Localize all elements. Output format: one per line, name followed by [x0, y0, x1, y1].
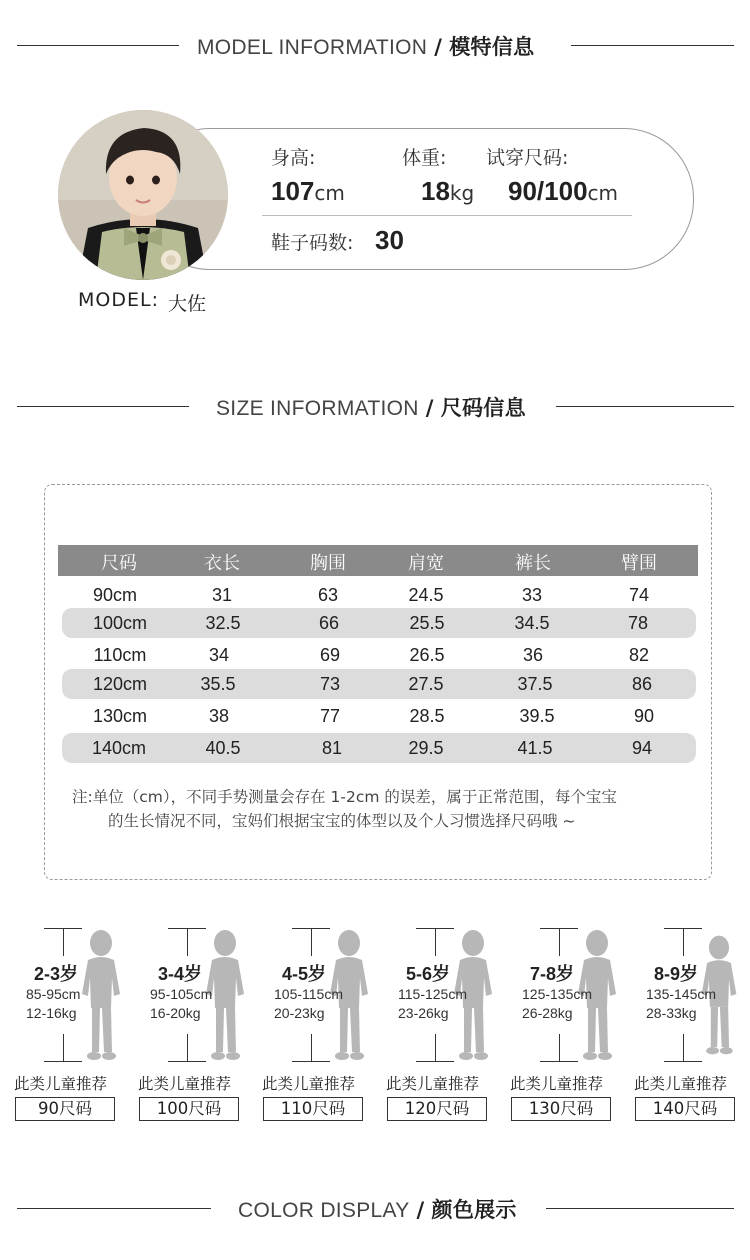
header-line-right — [546, 1208, 734, 1209]
age-card-bottom-line — [540, 1061, 578, 1062]
table-cell: 38 — [208, 706, 230, 726]
table-cell: 77 — [319, 706, 341, 726]
title-en: COLOR DISPLAY — [238, 1199, 410, 1222]
model-avatar — [58, 110, 228, 280]
table-cell: 140cm — [91, 738, 147, 758]
recommend-label: 此类儿童推荐 — [138, 1075, 232, 1093]
table-cell: 90cm — [92, 585, 138, 605]
height-label: 身高: — [271, 147, 316, 169]
header-line-left — [17, 1208, 211, 1209]
recommend-label: 此类儿童推荐 — [14, 1075, 108, 1093]
section-title-size — [216, 392, 526, 422]
try-size-value: 90/100 — [508, 176, 588, 206]
shoe-size-value: 30 — [375, 225, 404, 255]
table-cell: 33 — [521, 585, 543, 605]
table-cell: 86 — [631, 674, 653, 694]
recommended-size: 130尺码 — [511, 1097, 611, 1121]
table-cell: 94 — [631, 738, 653, 758]
table-cell: 66 — [318, 613, 340, 633]
child-silhouette-icon — [78, 928, 124, 1062]
age-card — [262, 928, 382, 1128]
weight-range: 20-23kg — [274, 1005, 325, 1021]
age-range: 5-6岁 — [406, 964, 451, 984]
table-cell: 73 — [319, 674, 341, 694]
recommend-label: 此类儿童推荐 — [634, 1075, 728, 1093]
age-card-connector — [63, 1034, 64, 1061]
table-cell: 81 — [321, 738, 343, 758]
table-cell: 27.5 — [408, 674, 444, 694]
weight-value: 18 — [421, 176, 450, 206]
age-card-connector — [435, 928, 436, 956]
height-range: 95-105cm — [150, 986, 213, 1002]
title-sep: / — [434, 35, 443, 59]
header-arm: 臂围 — [621, 553, 657, 574]
recommended-size: 90尺码 — [15, 1097, 115, 1121]
table-cell: 130cm — [92, 706, 148, 726]
age-range: 4-5岁 — [282, 964, 327, 984]
height-value-group — [271, 176, 345, 207]
try-size-label: 试穿尺码: — [486, 147, 569, 169]
header-length: 衣长 — [204, 553, 240, 574]
recommended-size: 120尺码 — [387, 1097, 487, 1121]
header-size: 尺码 — [101, 553, 137, 574]
size-table-header — [58, 545, 698, 576]
header-line-left — [17, 45, 179, 46]
section-title-model — [197, 31, 534, 61]
age-card-connector — [559, 928, 560, 956]
title-en: SIZE INFORMATION — [216, 397, 419, 420]
table-cell: 31 — [211, 585, 233, 605]
model-name-value: 大佐 — [168, 293, 207, 315]
header-shoulder: 肩宽 — [408, 553, 444, 574]
table-cell: 63 — [317, 585, 339, 605]
weight-range: 28-33kg — [646, 1005, 697, 1021]
recommend-label: 此类儿童推荐 — [386, 1075, 480, 1093]
table-cell: 25.5 — [409, 613, 445, 633]
age-card-bottom-line — [292, 1061, 330, 1062]
header-line-right — [556, 406, 734, 407]
weight-range: 26-28kg — [522, 1005, 573, 1021]
age-card — [634, 928, 750, 1128]
age-card-connector — [559, 1034, 560, 1061]
age-card-connector — [187, 928, 188, 956]
weight-range: 12-16kg — [26, 1005, 77, 1021]
age-card-bottom-line — [664, 1061, 702, 1062]
title-sep: / — [416, 1198, 425, 1222]
table-row — [62, 733, 696, 763]
size-note-line2: 的生长情况不同，宝妈们根据宝宝的体型以及个人习惯选择尺码哦 ~ — [108, 812, 576, 830]
table-row — [62, 640, 696, 670]
age-card-connector — [63, 928, 64, 956]
age-card-connector — [683, 928, 684, 956]
table-cell: 24.5 — [408, 585, 444, 605]
recommend-label: 此类儿童推荐 — [262, 1075, 356, 1093]
weight-range: 23-26kg — [398, 1005, 449, 1021]
table-cell: 100cm — [92, 613, 148, 633]
age-card-connector — [311, 928, 312, 956]
title-zh: 模特信息 — [449, 35, 535, 59]
table-cell: 34 — [208, 645, 230, 665]
table-row — [62, 669, 696, 699]
height-range: 125-135cm — [522, 986, 593, 1002]
size-note-line1: 注:单位（cm），不同手势测量会存在 1-2cm 的误差，属于正常范围，每个宝宝 — [72, 788, 617, 806]
model-name-label: MODEL: — [78, 289, 159, 311]
weight-range: 16-20kg — [150, 1005, 201, 1021]
weight-unit: kg — [449, 181, 475, 205]
table-cell: 69 — [319, 645, 341, 665]
height-range: 135-145cm — [646, 986, 717, 1002]
table-cell: 41.5 — [517, 738, 553, 758]
title-en: MODEL INFORMATION — [197, 36, 428, 59]
recommended-size: 140尺码 — [635, 1097, 735, 1121]
title-zh: 颜色展示 — [431, 1198, 517, 1222]
age-card-connector — [683, 1034, 684, 1061]
table-row — [62, 580, 696, 610]
table-cell: 110cm — [93, 645, 147, 665]
recommended-size: 110尺码 — [263, 1097, 363, 1121]
table-cell: 28.5 — [409, 706, 445, 726]
age-card — [14, 928, 134, 1128]
recommend-label: 此类儿童推荐 — [510, 1075, 604, 1093]
table-cell: 37.5 — [517, 674, 553, 694]
age-range: 3-4岁 — [158, 964, 203, 984]
try-size-unit: cm — [587, 181, 619, 205]
table-cell: 32.5 — [205, 613, 241, 633]
table-cell: 40.5 — [205, 738, 241, 758]
card-divider — [262, 215, 632, 216]
section-header-size — [0, 386, 750, 426]
age-card-connector — [187, 1034, 188, 1061]
size-note — [72, 785, 617, 833]
table-cell: 74 — [628, 585, 650, 605]
age-card — [386, 928, 506, 1128]
table-cell: 39.5 — [519, 706, 555, 726]
height-range: 85-95cm — [26, 986, 81, 1002]
weight-label: 体重: — [402, 147, 447, 169]
table-row — [62, 701, 696, 731]
table-row — [62, 608, 696, 638]
recommended-size: 100尺码 — [139, 1097, 239, 1121]
age-card-bottom-line — [44, 1061, 82, 1062]
header-chest: 胸围 — [310, 553, 346, 574]
table-cell: 29.5 — [408, 738, 444, 758]
weight-value-group — [421, 176, 474, 207]
header-pants-length: 裤长 — [515, 553, 551, 574]
height-range: 105-115cm — [274, 986, 344, 1002]
age-card-bottom-line — [416, 1061, 454, 1062]
height-range: 115-125cm — [398, 986, 468, 1002]
age-card-connector — [435, 1034, 436, 1061]
age-card — [138, 928, 258, 1128]
shoe-size-label: 鞋子码数: — [271, 232, 354, 254]
table-cell: 120cm — [92, 674, 148, 694]
section-header-model — [0, 25, 750, 65]
table-cell: 26.5 — [409, 645, 445, 665]
age-range: 7-8岁 — [530, 964, 575, 984]
height-value: 107 — [271, 176, 315, 206]
age-card-connector — [311, 1034, 312, 1061]
header-line-left — [17, 406, 189, 407]
age-range: 2-3岁 — [34, 964, 79, 984]
age-range: 8-9岁 — [654, 964, 699, 984]
try-size-value-group — [508, 176, 618, 207]
model-photo-illustration — [58, 110, 228, 280]
height-unit: cm — [314, 181, 345, 205]
table-cell: 78 — [627, 613, 649, 633]
section-title-color — [238, 1194, 517, 1224]
title-zh: 尺码信息 — [440, 396, 526, 420]
section-header-color — [0, 1188, 750, 1228]
age-card-bottom-line — [168, 1061, 206, 1062]
header-line-right — [571, 45, 734, 46]
table-cell: 35.5 — [200, 674, 236, 694]
age-card — [510, 928, 630, 1128]
table-cell: 36 — [522, 645, 544, 665]
table-cell: 82 — [628, 645, 650, 665]
table-cell: 90 — [633, 706, 655, 726]
title-sep: / — [425, 396, 434, 420]
table-cell: 34.5 — [514, 613, 550, 633]
